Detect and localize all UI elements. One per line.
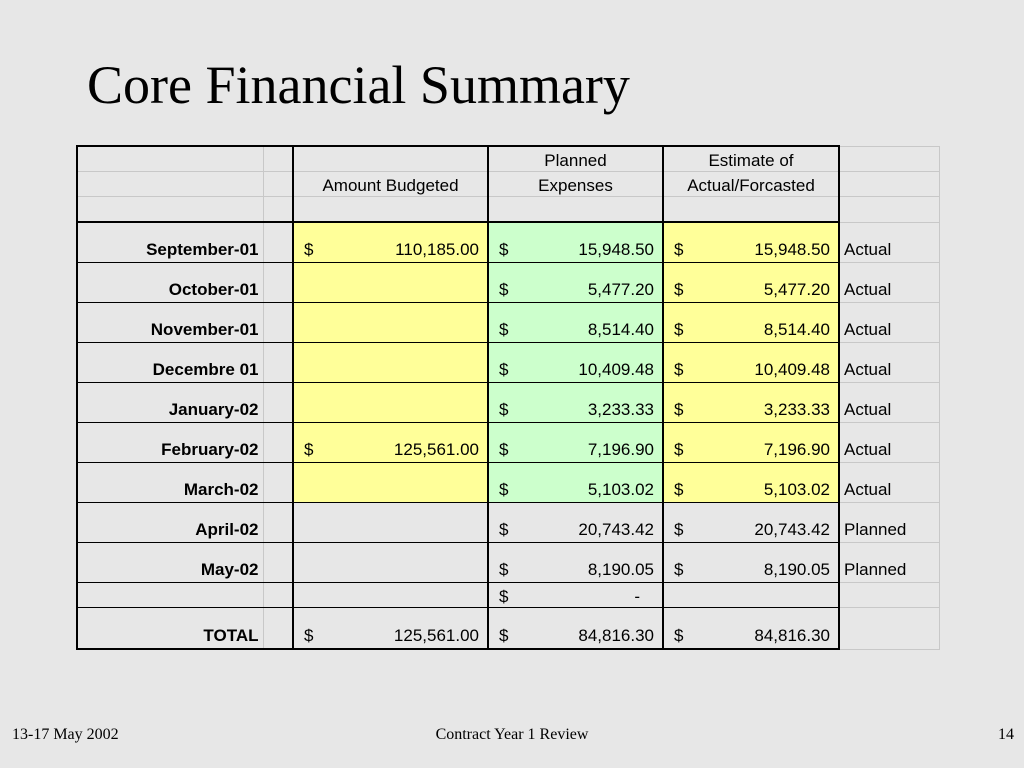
budgeted-cell: [293, 543, 488, 583]
status-cell: Actual: [839, 423, 939, 463]
total-label: TOTAL: [77, 608, 263, 650]
estimate-cell: $ 8,190.05: [663, 543, 839, 583]
row-label: Decembre 01: [77, 343, 263, 383]
page-number: 14: [998, 726, 1014, 743]
status-cell: Planned: [839, 503, 939, 543]
planned-cell: $ 7,196.90: [488, 423, 663, 463]
estimate-cell: $ 7,196.90: [663, 423, 839, 463]
table-row: [77, 222, 939, 263]
budgeted-cell: [293, 263, 488, 303]
row-label: January-02: [77, 383, 263, 423]
status-cell: Actual: [839, 383, 939, 423]
budgeted-cell: [293, 503, 488, 543]
table-row: [77, 463, 939, 503]
slide-title: Core Financial Summary: [87, 55, 630, 115]
table-row: [77, 583, 939, 608]
row-label: September-01: [77, 222, 263, 263]
estimate-cell: $ 8,514.40: [663, 303, 839, 343]
financial-summary-table: [76, 145, 940, 650]
budgeted-cell: [293, 303, 488, 343]
estimate-header-line1: Estimate of: [663, 146, 839, 172]
planned-cell: $ 10,409.48: [488, 343, 663, 383]
planned-cell: $ -: [488, 583, 663, 608]
row-label: February-02: [77, 423, 263, 463]
table-row: [77, 423, 939, 463]
estimate-cell: $ 15,948.50: [663, 222, 839, 263]
total-estimate-cell: $ 84,816.30: [663, 608, 839, 650]
table-row: [77, 263, 939, 303]
planned-cell: $ 15,948.50: [488, 222, 663, 263]
budgeted-cell: [293, 463, 488, 503]
budgeted-header: Amount Budgeted: [293, 172, 488, 197]
row-label: March-02: [77, 463, 263, 503]
spacer-row: [77, 197, 939, 223]
status-cell: Actual: [839, 263, 939, 303]
planned-cell: $ 8,190.05: [488, 543, 663, 583]
status-cell: Actual: [839, 303, 939, 343]
total-budgeted-cell: $ 125,561.00: [293, 608, 488, 650]
table-row: [77, 503, 939, 543]
planned-header-line1: Planned: [488, 146, 663, 172]
planned-cell: $ 5,477.20: [488, 263, 663, 303]
total-planned-cell: $ 84,816.30: [488, 608, 663, 650]
table-row: [77, 343, 939, 383]
status-cell: Actual: [839, 463, 939, 503]
row-label: October-01: [77, 263, 263, 303]
footer-date: 13-17 May 2002: [12, 726, 119, 743]
budgeted-cell: [293, 383, 488, 423]
table-row: [77, 303, 939, 343]
row-label: May-02: [77, 543, 263, 583]
planned-header-line2: Expenses: [488, 172, 663, 197]
row-label: November-01: [77, 303, 263, 343]
total-row: [77, 608, 939, 650]
footer-title: Contract Year 1 Review: [435, 726, 589, 743]
row-label: April-02: [77, 503, 263, 543]
table-row: [77, 543, 939, 583]
planned-cell: $ 3,233.33: [488, 383, 663, 423]
budgeted-cell: [293, 343, 488, 383]
estimate-cell: $ 3,233.33: [663, 383, 839, 423]
header-row-2: [77, 172, 939, 197]
estimate-cell: $ 20,743.42: [663, 503, 839, 543]
status-cell: Planned: [839, 543, 939, 583]
planned-cell: $ 5,103.02: [488, 463, 663, 503]
estimate-cell: $ 5,477.20: [663, 263, 839, 303]
status-cell: Actual: [839, 343, 939, 383]
planned-cell: $ 20,743.42: [488, 503, 663, 543]
table-row: [77, 383, 939, 423]
estimate-cell: $ 10,409.48: [663, 343, 839, 383]
budgeted-cell: $ 125,561.00: [293, 423, 488, 463]
estimate-header-line2: Actual/Forcasted: [663, 172, 839, 197]
planned-cell: $ 8,514.40: [488, 303, 663, 343]
status-cell: Actual: [839, 222, 939, 263]
estimate-cell: $ 5,103.02: [663, 463, 839, 503]
budgeted-cell: $ 110,185.00: [293, 222, 488, 263]
header-row-1: [77, 146, 939, 172]
